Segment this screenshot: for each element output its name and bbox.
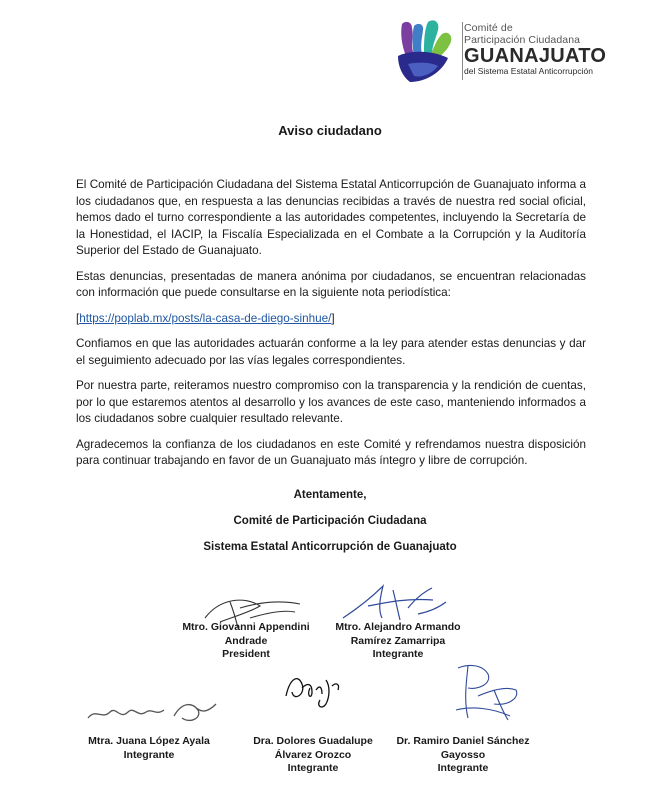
closing-org2: Sistema Estatal Anticorrupción de Guanajuato bbox=[203, 541, 457, 553]
logo-line2: Participación Ciudadana bbox=[464, 33, 581, 46]
closing-org1: Comité de Participación Ciudadana bbox=[233, 515, 427, 527]
link-open-bracket: [ bbox=[76, 311, 80, 325]
link-close-bracket: ] bbox=[331, 311, 335, 325]
signatory-appendini bbox=[172, 621, 320, 662]
signature-lopez bbox=[82, 698, 222, 728]
link-paragraph bbox=[76, 311, 586, 328]
signatory-alvarez bbox=[238, 735, 388, 776]
logo-text bbox=[464, 23, 606, 76]
closing-salutation: Atentamente, bbox=[293, 489, 367, 501]
cpc-logo bbox=[392, 16, 642, 86]
news-link[interactable]: https://poplab.mx/posts/la-casa-de-diego-sinhue/ bbox=[79, 311, 332, 325]
signatory-role: Integrante bbox=[437, 762, 489, 774]
page-title: Aviso ciudadano bbox=[278, 123, 382, 138]
signatory-name-line1: Mtra. Juana López Ayala bbox=[88, 735, 210, 747]
paragraph: El Comité de Participación Ciudadana del Sistema Estatal Anticorrupción de Guanajuato informa a los ciudadanos que, en respuesta a las denuncias recibidas a través de nuestra red social oficial, hemos dado el turno correspondiente a las autoridades competentes, incluyendo la Secretaría de la Honestidad, el IACIP, la Fiscalía Especializada en el Combate a la Corrupción y la Auditoría Superior del Estado de Guanajuato. bbox=[76, 178, 586, 257]
signatory-name-line1: Mtro. Giovanni Appendini bbox=[182, 621, 310, 633]
signatory-name-line1: Dra. Dolores Guadalupe bbox=[253, 735, 373, 747]
logo-line1: Comité de bbox=[464, 22, 513, 34]
hands-logo-icon bbox=[392, 16, 458, 86]
notice-body bbox=[76, 177, 586, 479]
signature-sanchez bbox=[448, 660, 528, 726]
paragraph: Por nuestra parte, reiteramos nuestro compromiso con la transparencia y la rendición de cuentas, por lo que estaremos atentos al desarrollo y los avances de este caso, manteniendo informados a los ciudadanos sobre cualquier resultado relevante. bbox=[76, 379, 586, 425]
signatory-role: Integrante bbox=[372, 648, 424, 660]
signatory-role: President bbox=[222, 648, 270, 660]
signatory-name-line1: Dr. Ramiro Daniel Sánchez bbox=[396, 735, 530, 747]
signatory-lopez bbox=[76, 735, 222, 762]
signatory-name-line2: Álvarez Orozco bbox=[274, 748, 352, 761]
signatory-ramirez bbox=[334, 621, 462, 662]
paragraph: Estas denuncias, presentadas de manera anónima por ciudadanos, se encuentran relacionadas con información que puede consultarse en la siguiente nota periodística: bbox=[76, 269, 586, 299]
signatory-name-line2: Ramírez Zamarripa bbox=[350, 634, 446, 647]
signatory-name-line1: Mtro. Alejandro Armando bbox=[335, 621, 461, 633]
paragraph: Agradecemos la confianza de los ciudadanos en este Comité y refrendamos nuestra disposición para continuar trabajando en favor de un Guanajuato más íntegro y libre de corrupción. bbox=[76, 437, 586, 467]
logo-line3: GUANAJUATO bbox=[464, 45, 607, 67]
paragraph: Confiamos en que las autoridades actuarán conforme a la ley para atender estas denuncias y dar el seguimiento adecuado por las vías legales correspondientes. bbox=[76, 337, 586, 367]
signatory-role: Integrante bbox=[287, 762, 339, 774]
signatory-name-line2: Gayosso bbox=[440, 748, 486, 761]
signature-alvarez bbox=[276, 666, 346, 716]
signatory-sanchez bbox=[388, 735, 538, 776]
signatory-role: Integrante bbox=[123, 748, 175, 761]
logo-divider bbox=[462, 22, 463, 80]
signatory-name-line2: Andrade bbox=[224, 634, 268, 647]
logo-line4: del Sistema Estatal Anticorrupción bbox=[464, 66, 593, 76]
